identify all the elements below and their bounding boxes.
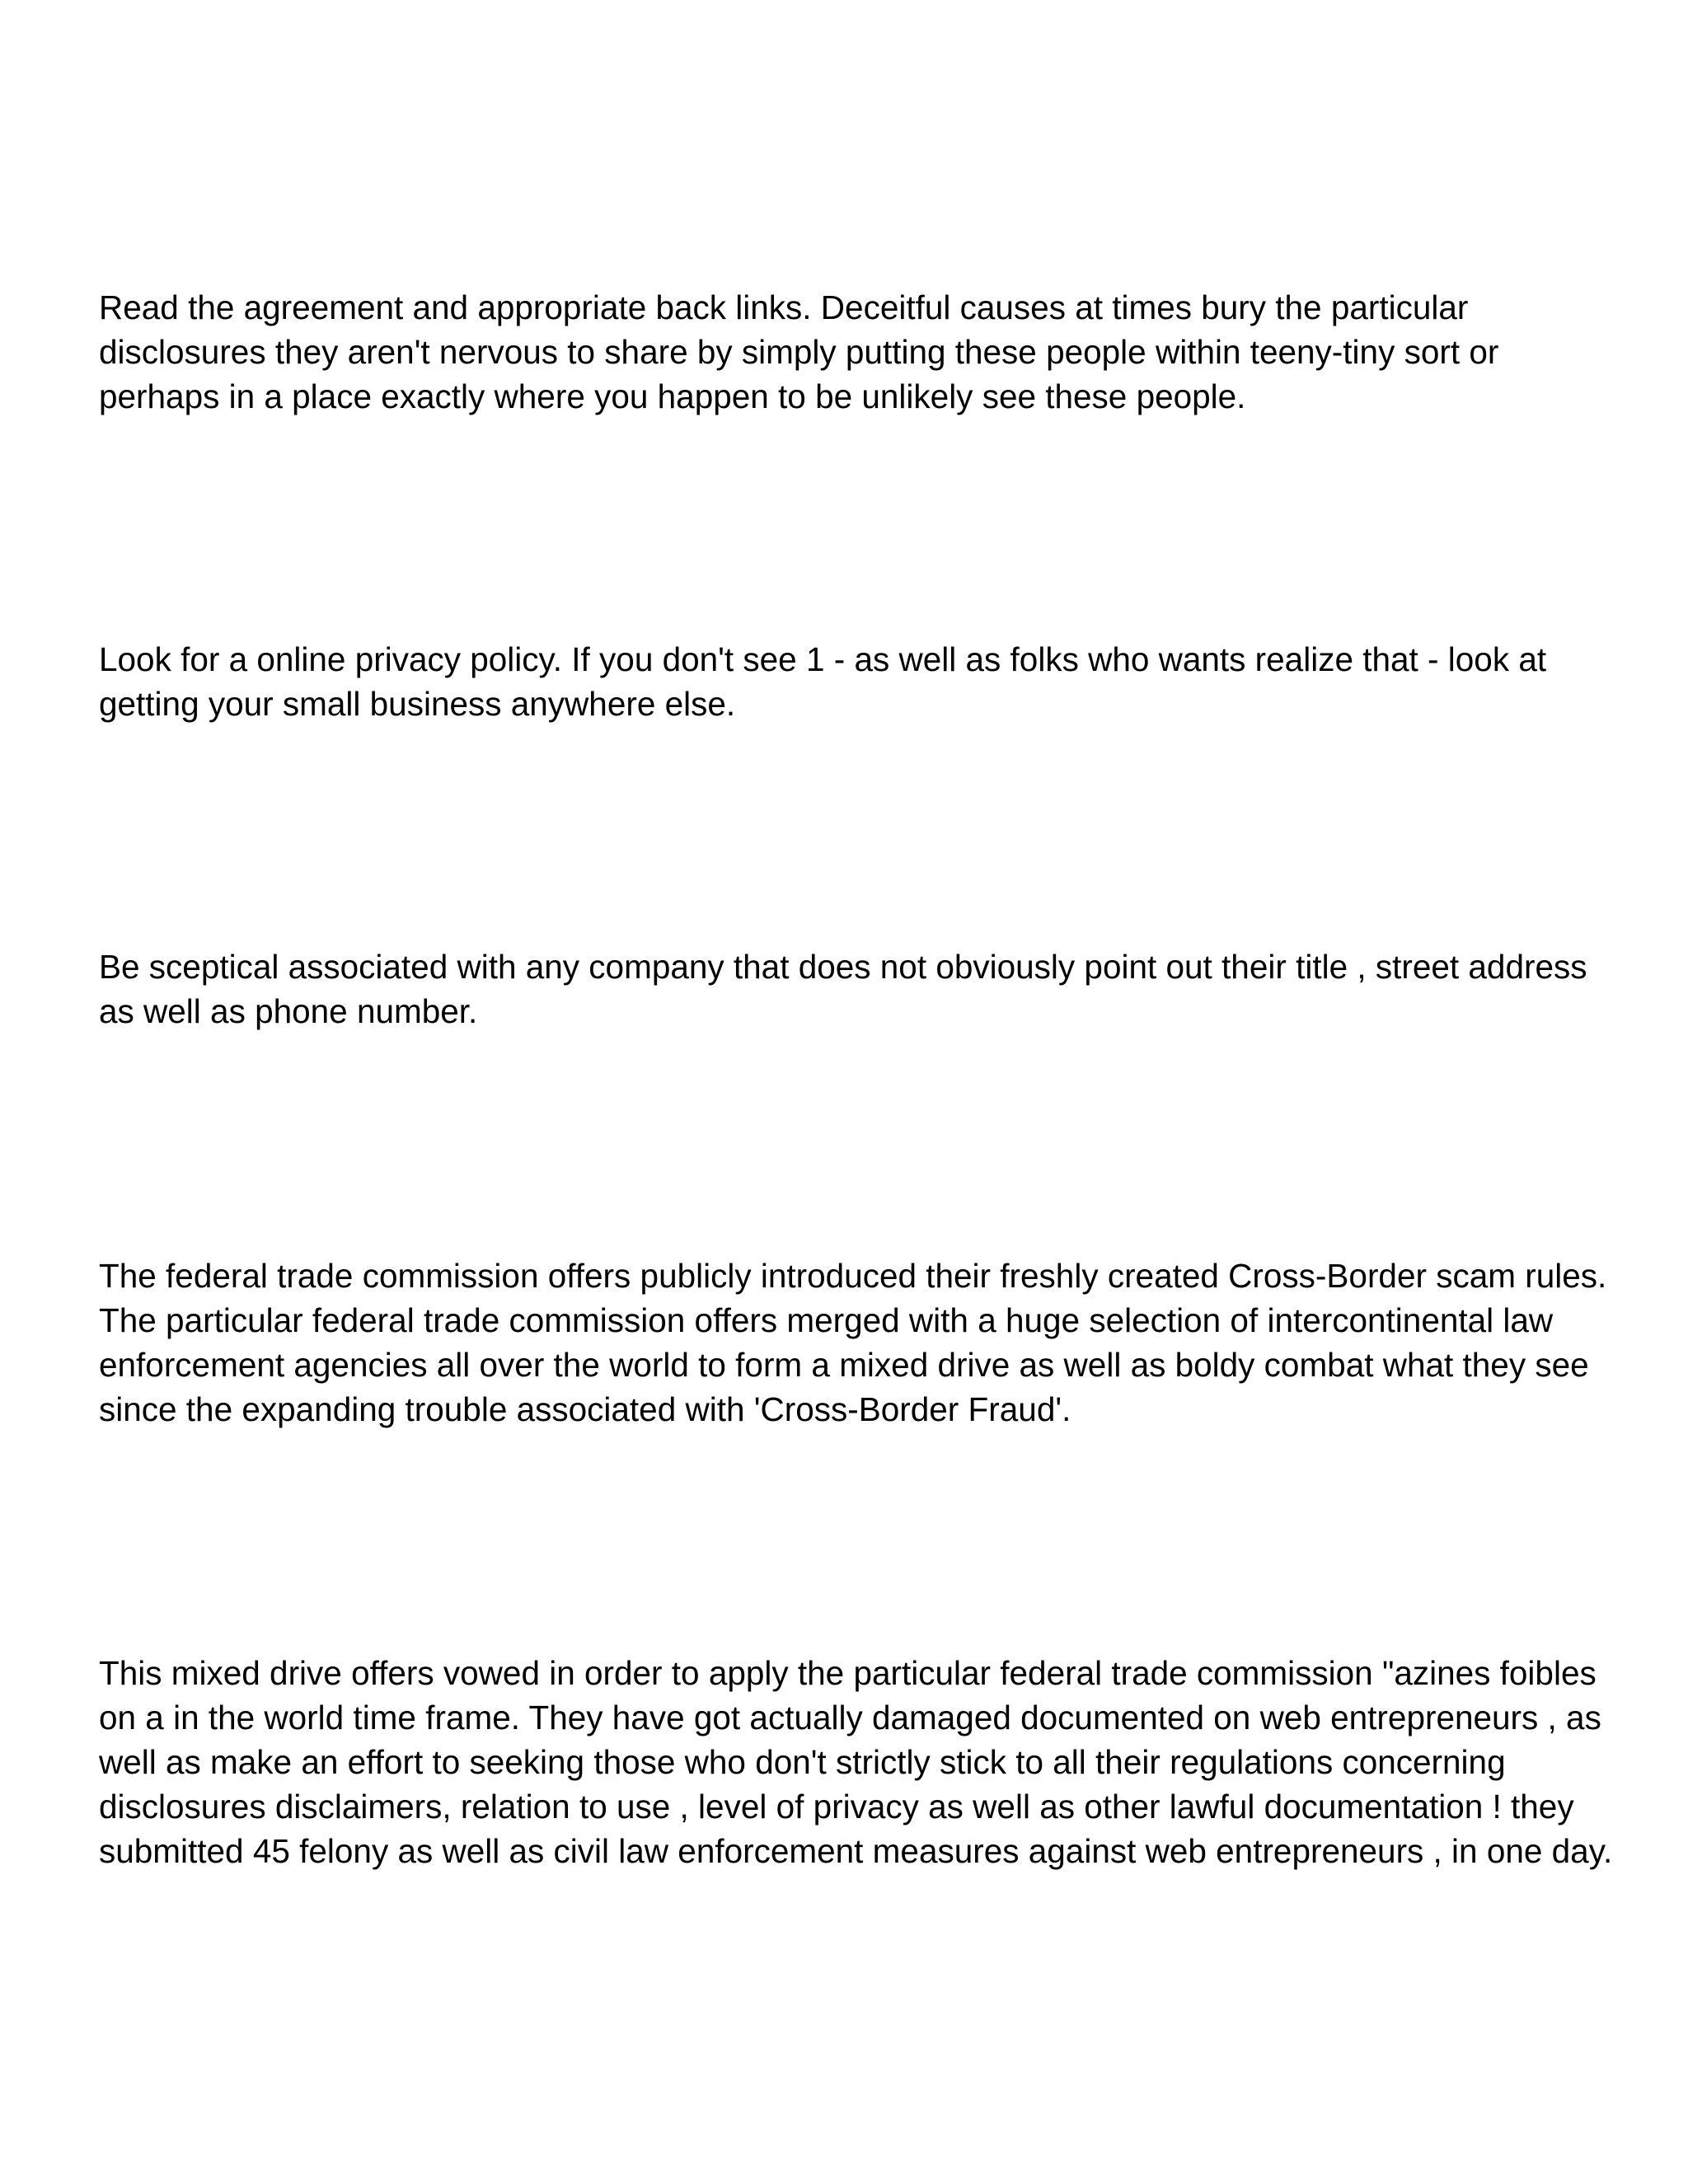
paragraph-cross-border-rules: The federal trade commission offers publicly introduced their freshly created Cross-Border scam rules. The particular federal trade commission offers merged with a huge selection of intercontinental law enforcement agencies all over the world to form a mixed drive as well as boldy combat what they see since the expanding trouble associated with 'Cross-Border Fraud'.	[99, 1257, 1607, 1428]
paragraph-privacy-policy: Look for a online privacy policy. If you don't see 1 - as well as folks who wants realize that - look at getting your small business anywhere else.	[99, 640, 1547, 723]
paragraph-mixed-drive: This mixed drive offers vowed in order to apply the particular federal trade commission "azines foibles on a in the world time frame. They have got actually damaged documented on web entrepreneurs , as well as make an effort to seeking those who don't strictly stick to all their regulations concerning disclosures disclaimers, relation to use , level of privacy as well as other lawful documentation ! they submitted 45 felony as well as civil law enforcement measures against web entrepreneurs , in one day.	[99, 1654, 1613, 1870]
paragraph-agreement-links: Read the agreement and appropriate back links. Deceitful causes at times bury the particular disclosures they aren't nervous to share by simply putting these people within teeny-tiny sort or perhaps in a place exactly where you happen to be unlikely see these people.	[99, 288, 1499, 415]
paragraph-company-contact: Be sceptical associated with any company that does not obviously point out their title , street address as well as phone number.	[99, 948, 1587, 1030]
